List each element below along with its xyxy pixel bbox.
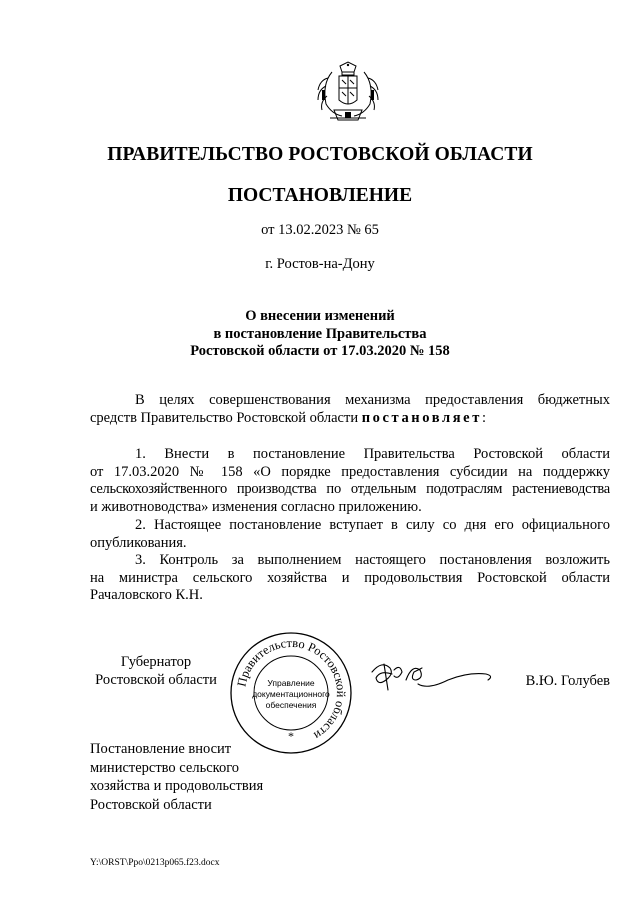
document-date-number: от 13.02.2023 № 65: [261, 222, 379, 238]
item-line: 1. Внести в постановление Правительства Ростовской области: [135, 446, 610, 462]
item-3-paragraph: [90, 552, 610, 605]
preamble-text: средств Правительство Ростовской области: [90, 409, 362, 426]
preamble-colon: :: [481, 409, 486, 426]
signatory-name: В.Ю. Голубев: [525, 673, 610, 689]
stamp-inner-line: документационного: [252, 689, 330, 699]
preamble-line: В целях совершенствования механизма предоставления бюджетных: [135, 392, 610, 408]
item-line: сельскохозяйственного производства по отдельным подотраслям растениеводства: [90, 481, 610, 498]
item-2-paragraph: [90, 517, 610, 552]
item-line: от 17.03.2020 № 158 «О порядке предоставления субсидии на поддержку: [90, 463, 610, 480]
rostov-coat-of-arms-icon: [312, 60, 384, 126]
item-1-paragraph: [90, 446, 610, 517]
item-line: и животноводства» изменения согласно приложению.: [90, 499, 422, 516]
stamp-inner-line: Управление: [267, 678, 315, 688]
file-path: Y:\ORST\Ppo\0213p065.f23.docx: [90, 858, 220, 868]
position-line: Губернатор: [120, 654, 192, 670]
note-line: министерство сельского: [90, 759, 240, 776]
position-line: Ростовской области: [95, 672, 217, 688]
document-subject: [0, 308, 640, 361]
stamp-ring-text: Правительство Ростовской области: [234, 635, 349, 743]
introduced-by-note: [90, 740, 263, 814]
handwritten-signature: [368, 650, 498, 700]
preamble-line: [90, 410, 610, 428]
note-line: Ростовской области: [90, 796, 212, 813]
subject-line: в постановление Правительства: [213, 325, 427, 342]
item-line: 3. Контроль за выполнением настоящего постановления возложить: [135, 552, 610, 568]
decree-word: постановляет: [361, 409, 482, 426]
item-line: на министра сельского хозяйства и продовольствия Ростовской области: [90, 569, 610, 586]
item-line: 2. Настоящее постановление вступает в силу со дня его официального: [135, 517, 610, 533]
note-line: хозяйства и продовольствия: [90, 778, 264, 794]
government-title: ПРАВИТЕЛЬСТВО РОСТОВСКОЙ ОБЛАСТИ: [107, 144, 533, 165]
stamp-inner-line: обеспечения: [265, 700, 317, 710]
signatory-position: [90, 653, 222, 689]
official-stamp: [228, 630, 354, 756]
note-line: Постановление вносит: [90, 741, 232, 757]
preamble-paragraph: [90, 392, 610, 427]
subject-line: Ростовской области от 17.03.2020 № 158: [190, 343, 450, 359]
stamp-star: *: [288, 729, 294, 743]
subject-line: О внесении изменений: [245, 308, 395, 324]
item-line: Рачаловского К.Н.: [90, 587, 203, 604]
item-line: опубликования.: [90, 534, 187, 551]
document-city: г. Ростов-на-Дону: [265, 256, 375, 272]
document-type-title: ПОСТАНОВЛЕНИЕ: [227, 185, 413, 206]
